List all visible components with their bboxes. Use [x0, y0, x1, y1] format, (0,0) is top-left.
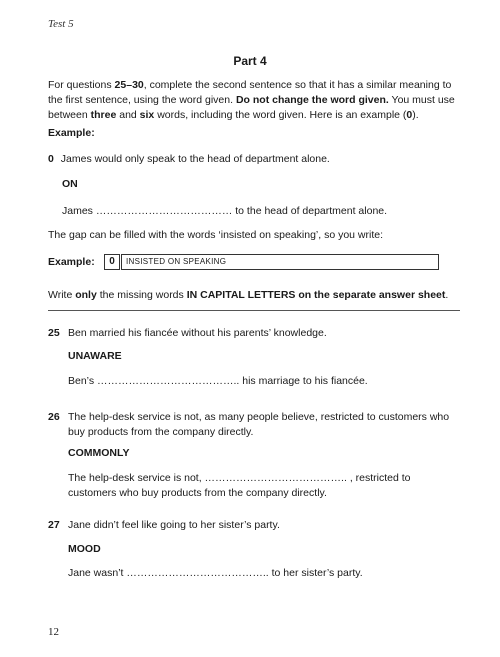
- question-number: 25: [48, 327, 60, 339]
- part-title: Part 4: [233, 54, 267, 68]
- question-keyword: COMMONLY: [68, 447, 130, 459]
- instructions: For questions 25–30, complete the second sentence so that it has a similar meaning to the first sentence, using the word given. Do not change the word given. You must use between three and six words, including the word given. Here is an example (0).: [48, 79, 455, 121]
- write-instruction: Write only the missing words IN CAPITAL LETTERS on the separate answer sheet.: [48, 289, 449, 301]
- running-header: Test 5: [48, 18, 74, 30]
- example-heading: Example:: [48, 127, 95, 139]
- example-sentence: James would only speak to the head of department alone.: [60, 153, 330, 165]
- question-keyword: MOOD: [68, 543, 101, 555]
- example-question: [48, 152, 330, 167]
- example-keyword: ON: [62, 178, 78, 190]
- question-sentence: Ben married his fiancée without his parents’ knowledge.: [68, 327, 327, 339]
- example-answer-box: INSISTED ON SPEAKING: [121, 254, 439, 270]
- section-divider: [48, 310, 460, 311]
- question-sentence: The help-desk service is not, as many people believe, restricted to customers who buy products from the company directly.: [68, 411, 450, 438]
- example-explanation: The gap can be filled with the words ‘insisted on speaking’, so you write:: [48, 229, 384, 241]
- question-number: 27: [48, 519, 60, 531]
- example-box-number: 0: [104, 254, 120, 270]
- example-box-label: Example:: [48, 256, 95, 268]
- question-gapped-sentence: The help-desk service is not, ………………………………….. , restricted to customers who buy products from the company directly.: [68, 472, 411, 499]
- page-number: 12: [48, 626, 59, 638]
- question-gapped-sentence: Jane wasn’t ………………………………….. to her sister’s party.: [68, 567, 363, 579]
- question-number: 26: [48, 411, 60, 423]
- question-keyword: UNAWARE: [68, 350, 122, 362]
- example-number: 0: [48, 153, 54, 165]
- question-gapped-sentence: Ben’s ………………………………….. his marriage to his fiancée.: [68, 375, 368, 387]
- question-sentence: Jane didn’t feel like going to her sister’s party.: [68, 519, 280, 531]
- example-gapped-sentence: James ………………………………… to the head of department alone.: [62, 205, 388, 217]
